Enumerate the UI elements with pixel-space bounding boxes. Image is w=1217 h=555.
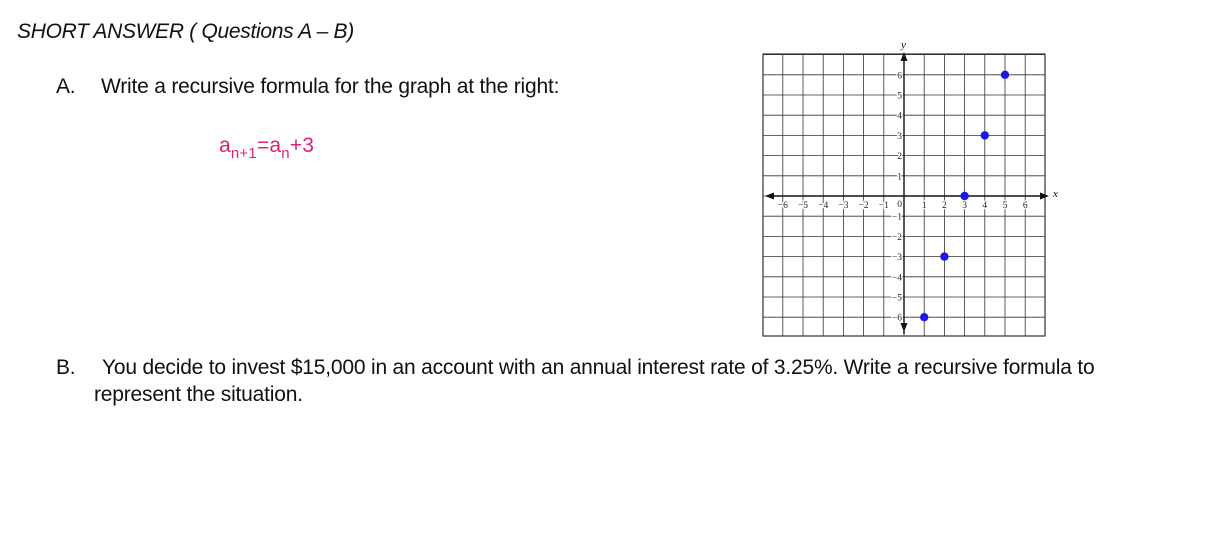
x-axis-label: x — [1053, 188, 1058, 200]
y-axis-arrow-down — [901, 323, 908, 332]
y-tick-label: −4 — [891, 273, 902, 284]
question-b — [56, 354, 1196, 408]
x-tick-label: 5 — [1002, 201, 1008, 211]
data-point — [1001, 71, 1009, 79]
x-tick-label: −4 — [818, 201, 829, 211]
x-tick-label: 2 — [942, 201, 947, 211]
answer-tail: +3 — [289, 134, 315, 157]
question-b-label: B. — [56, 356, 76, 379]
x-tick-label: −5 — [797, 201, 809, 211]
y-tick-label: 3 — [897, 131, 902, 142]
data-point — [981, 131, 989, 139]
origin-label: 0 — [897, 200, 902, 210]
y-axis-arrow-up — [901, 52, 908, 61]
y-tick-label: 6 — [897, 71, 902, 82]
x-tick-label: −1 — [878, 201, 889, 211]
data-point — [920, 313, 928, 321]
y-tick-label: −5 — [891, 293, 902, 304]
question-a-label: A. — [56, 75, 76, 98]
y-tick-label: 4 — [897, 111, 902, 122]
x-tick-label: 3 — [962, 201, 967, 211]
data-point — [960, 192, 968, 200]
x-tick-label: −2 — [858, 201, 869, 211]
data-point — [940, 252, 948, 260]
y-tick-label: 2 — [897, 152, 902, 163]
y-tick-label: −3 — [891, 253, 902, 264]
x-tick-label: −3 — [838, 201, 849, 211]
y-axis-label: y — [901, 39, 906, 51]
x-tick-label: −6 — [777, 201, 788, 211]
y-tick-label: 1 — [897, 172, 902, 183]
coordinate-graph — [755, 36, 1058, 338]
x-axis-arrow-left — [765, 193, 774, 200]
y-tick-label: −1 — [891, 212, 902, 223]
answer-rhs-subscript: n — [281, 145, 290, 162]
answer-lhs: a — [219, 134, 231, 157]
x-tick-label: 1 — [921, 201, 927, 211]
x-tick-label: 4 — [982, 201, 988, 211]
answer-a — [219, 134, 314, 162]
y-tick-label: −6 — [891, 313, 902, 324]
question-b-text-line2: represent the situation. — [94, 383, 303, 406]
answer-lhs-subscript: n+1 — [230, 145, 257, 162]
y-tick-label: −2 — [891, 232, 902, 243]
axes — [765, 52, 1049, 334]
question-a-text: Write a recursive formula for the graph at the right: — [101, 75, 560, 98]
answer-equals: =a — [256, 134, 282, 157]
x-tick-label: 6 — [1022, 201, 1028, 211]
question-b-text-line1: You decide to invest $15,000 in an account with an annual interest rate of 3.25%. Write a recursive formula to — [102, 356, 1095, 379]
section-heading: SHORT ANSWER ( Questions A – B) — [17, 20, 354, 43]
question-a — [56, 75, 559, 99]
y-tick-label: 5 — [897, 91, 902, 102]
tick-labels — [778, 39, 1058, 324]
